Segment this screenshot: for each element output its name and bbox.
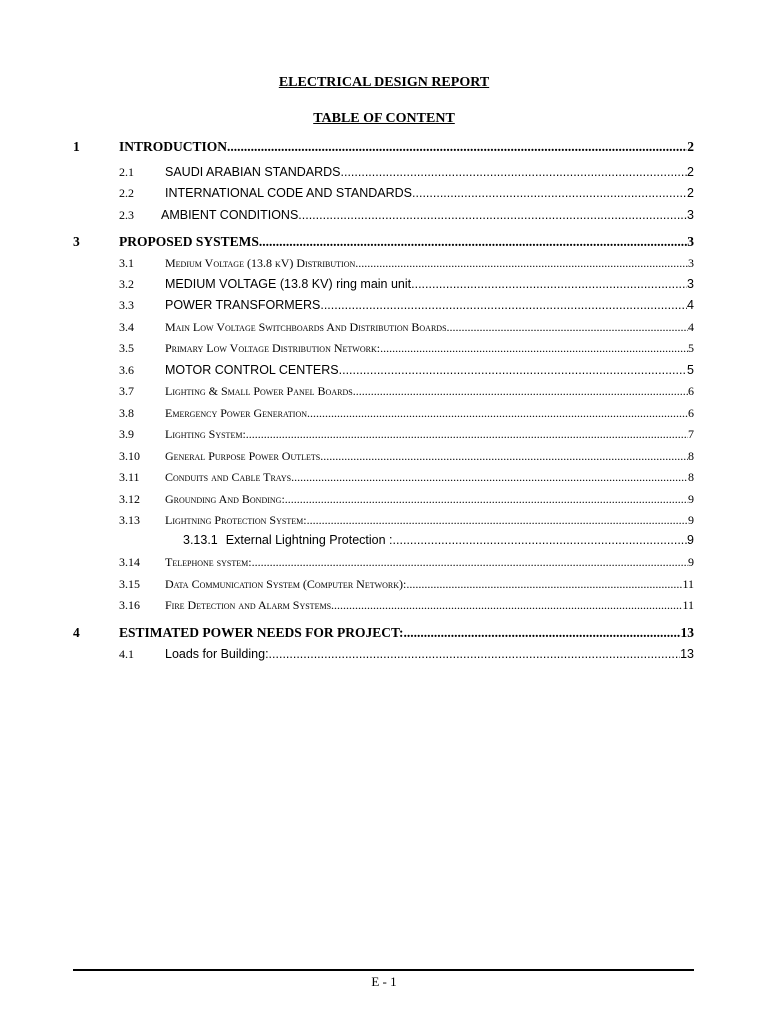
toc-entry-title: Lightning Protection System: (165, 513, 307, 527)
toc-entry-title: Loads for Building: (165, 647, 269, 661)
toc-entry-leader (165, 577, 694, 592)
toc-entry-title: INTERNATIONAL CODE AND STANDARDS (165, 186, 413, 200)
toc-entry-page: 6 (688, 384, 694, 398)
toc-entry-leader (165, 470, 694, 485)
toc-entry[interactable] (0, 384, 768, 402)
toc-entry[interactable] (0, 598, 768, 616)
toc-entry-title: SAUDI ARABIAN STANDARDS (165, 165, 341, 179)
toc-entry[interactable] (0, 533, 768, 551)
document-title: ELECTRICAL DESIGN REPORT (278, 75, 490, 90)
toc-entry-page: 2 (687, 186, 694, 200)
toc-entry-page: 5 (687, 363, 694, 377)
toc-entry-number: 2.1 (119, 165, 134, 179)
toc-entry-leader (165, 277, 694, 291)
toc-entry-leader (183, 533, 694, 547)
toc-entry-page: 6 (688, 406, 694, 420)
toc-entry-title: AMBIENT CONDITIONS (161, 208, 299, 222)
toc-entry-page: 4 (687, 298, 694, 312)
toc-entry-page: 11 (682, 598, 694, 612)
dot-leader (380, 341, 688, 356)
toc-entry-number: 3.10 (119, 449, 140, 463)
toc-entry-page: 7 (688, 427, 694, 441)
toc-entry-title: MEDIUM VOLTAGE (13.8 KV) ring main unit (165, 277, 412, 291)
toc-entry-leader (165, 427, 694, 442)
dot-leader (320, 298, 687, 312)
toc-entry-number: 3.7 (119, 384, 134, 398)
toc-entry-page: 8 (688, 470, 694, 484)
toc-entry-number: 3.3 (119, 298, 134, 312)
toc-entry-number: 3.14 (119, 555, 140, 569)
toc-entry-number: 3.16 (119, 598, 140, 612)
toc-entry[interactable] (0, 256, 768, 274)
dot-leader (320, 449, 688, 464)
toc-entry-leader (165, 647, 694, 661)
toc-entry[interactable] (0, 406, 768, 424)
toc-entry-leader (165, 513, 694, 528)
toc-entry-page: 5 (688, 341, 694, 355)
toc-entry-title: ESTIMATED POWER NEEDS FOR PROJECT: (119, 625, 404, 640)
toc-entry-number: 3.1 (119, 256, 134, 270)
dot-leader (393, 533, 688, 547)
toc-entry-page: 9 (688, 555, 694, 569)
toc-entry[interactable] (0, 234, 768, 252)
toc-entry-page: 13 (680, 647, 694, 661)
toc-entry-number: 2.2 (119, 186, 134, 200)
dot-leader (285, 492, 688, 507)
toc-entry-number: 3.8 (119, 406, 134, 420)
dot-leader (246, 427, 688, 442)
toc-entry-page: 8 (688, 449, 694, 463)
toc-entry-leader (119, 139, 694, 155)
dot-leader (252, 555, 688, 570)
toc-entry[interactable] (0, 470, 768, 488)
dot-leader (339, 363, 687, 377)
dot-leader (269, 647, 681, 661)
toc-entry-title: MOTOR CONTROL CENTERS (165, 363, 339, 377)
toc-entry-leader (119, 234, 694, 250)
dot-leader (259, 234, 687, 250)
dot-leader (341, 165, 688, 179)
toc-entry-title: Fire Detection and Alarm Systems (165, 598, 332, 612)
toc-entry[interactable] (0, 492, 768, 510)
toc-entry-page: 2 (687, 165, 694, 179)
toc-entry[interactable] (0, 298, 768, 316)
page-number: E - 1 (371, 974, 397, 989)
toc-entry-number: 3.11 (119, 470, 140, 484)
toc-entry-number: 3.13 (119, 513, 140, 527)
toc-entry-number: 3.9 (119, 427, 134, 441)
toc-entry-leader (165, 449, 694, 464)
toc-entry-leader (165, 256, 694, 271)
toc-entry-leader (119, 625, 694, 641)
toc-entry[interactable] (0, 647, 768, 665)
toc-entry[interactable] (0, 625, 768, 643)
toc-entry-leader (165, 363, 694, 377)
dot-leader (406, 577, 682, 592)
toc-entry-number: 3.4 (119, 320, 134, 334)
toc-entry-leader (165, 555, 694, 570)
toc-entry[interactable] (0, 139, 768, 157)
toc-entry-number: 1 (73, 139, 80, 154)
dot-leader (227, 139, 687, 155)
toc-entry-page: 11 (682, 577, 694, 591)
toc-entry-leader (165, 341, 694, 356)
toc-entry[interactable] (0, 165, 768, 183)
toc-entry-leader (165, 186, 694, 200)
toc-entry[interactable] (0, 277, 768, 295)
toc-entry-leader (165, 406, 694, 421)
toc-entry-page: 4 (688, 320, 694, 334)
toc-entry[interactable] (0, 449, 768, 467)
footer-divider (73, 969, 694, 971)
toc-entry-page: 9 (687, 533, 694, 547)
toc-entry[interactable] (0, 320, 768, 338)
toc-entry[interactable] (0, 341, 768, 359)
dot-leader (355, 256, 688, 271)
dot-leader (298, 208, 687, 222)
toc-entry-title: POWER TRANSFORMERS (165, 298, 321, 312)
toc-entry-leader (165, 320, 694, 335)
toc-entry-title: General Purpose Power Outlets (165, 449, 321, 463)
toc-entry-leader (165, 298, 694, 312)
toc-entry-title: Emergency Power Generation (165, 406, 307, 420)
toc-entry-title: Lighting System: (165, 427, 246, 441)
toc-entry-title: INTRODUCTION (119, 139, 228, 154)
toc-entry[interactable] (0, 208, 768, 226)
toc-entry-leader (165, 598, 694, 613)
toc-entry-number: 3.6 (119, 363, 134, 377)
toc-entry[interactable] (0, 363, 768, 381)
dot-leader (411, 277, 687, 291)
toc-entry-number: 2.3 (119, 208, 134, 222)
toc-entry-title: Conduits and Cable Trays (165, 470, 292, 484)
toc-entry[interactable] (0, 186, 768, 204)
toc-entry-title: PROPOSED SYSTEMS (119, 234, 259, 249)
toc-entry-page: 9 (688, 513, 694, 527)
toc-entry-leader (161, 208, 694, 222)
toc-entry-leader (165, 384, 694, 399)
toc-entry[interactable] (0, 577, 768, 595)
toc-entry-page: 3 (688, 256, 694, 270)
dot-leader (307, 513, 688, 528)
dot-leader (331, 598, 682, 613)
toc-entry-leader (165, 492, 694, 507)
toc-entry-page: 3 (687, 208, 694, 222)
dot-leader (291, 470, 688, 485)
toc-entry-number: 3 (73, 234, 80, 249)
toc-entry-title: Grounding And Bonding: (165, 492, 285, 506)
dot-leader (447, 320, 688, 335)
dot-leader (412, 186, 687, 200)
toc-entry-title: Lighting & Small Power Panel Boards (165, 384, 353, 398)
toc-entry-number: 3.13.1 (183, 533, 218, 547)
toc-entry-page: 9 (688, 492, 694, 506)
toc-entry-number: 3.5 (119, 341, 134, 355)
toc-entry-title: Medium Voltage (13.8 kV) Distribution (165, 256, 356, 270)
toc-entry[interactable] (0, 555, 768, 573)
toc-entry-page: 3 (687, 277, 694, 291)
toc-entry-page: 13 (680, 625, 694, 640)
toc-entry-title: Data Communication System (Computer Network): (165, 577, 407, 591)
toc-entry-number: 3.2 (119, 277, 134, 291)
toc-entry-title: External Lightning Protection : (225, 533, 393, 547)
toc-entry-number: 3.15 (119, 577, 140, 591)
toc-entry-number: 3.12 (119, 492, 140, 506)
dot-leader (404, 625, 681, 641)
toc-entry-number: 4 (73, 625, 80, 640)
toc-entry[interactable] (0, 513, 768, 531)
toc-entry-page: 3 (687, 234, 694, 249)
toc-entry-title: Telephone system: (165, 555, 252, 569)
toc-entry[interactable] (0, 427, 768, 445)
toc-entry-leader (165, 165, 694, 179)
dot-leader (307, 406, 688, 421)
toc-heading: TABLE OF CONTENT (313, 111, 455, 126)
toc-entry-title: Main Low Voltage Switchboards And Distribution Boards (165, 320, 447, 334)
toc-entry-number: 4.1 (119, 647, 134, 661)
dot-leader (353, 384, 688, 399)
toc-entry-page: 2 (687, 139, 694, 154)
toc-entry-title: Primary Low Voltage Distribution Network: (165, 341, 381, 355)
